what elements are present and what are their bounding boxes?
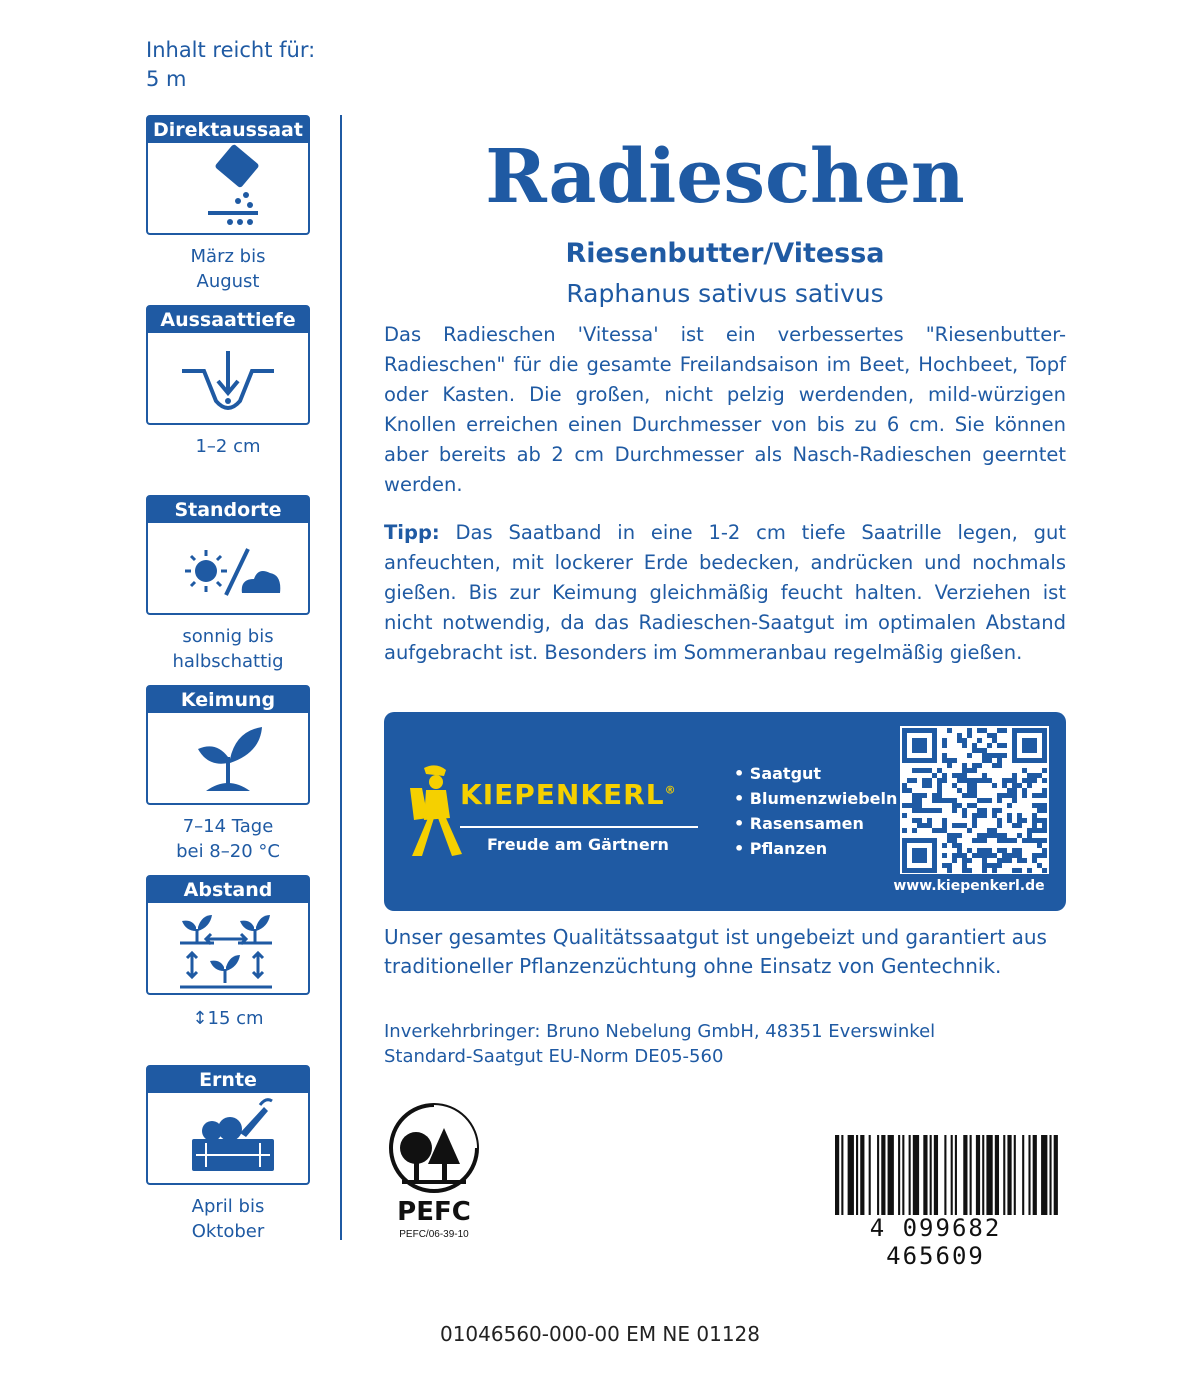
card-label: Direktaussaat [148, 117, 308, 143]
list-item: • Pflanzen [734, 836, 897, 861]
product-title: Radieschen [485, 134, 965, 220]
card-value-line: August [196, 271, 260, 292]
sowing-depth-icon [168, 333, 288, 423]
card-value-abstand [146, 1006, 310, 1031]
card-value-line: März bis [190, 246, 266, 267]
product-description: Das Radieschen 'Vitessa' ist ein verbessertes "Riesenbutter-Radieschen" für die gesamte Freilandsaison im Beet, Hochbeet, Topf oder Kasten. Die großen, nicht pelzig werdenden, mild-würzigen Knollen erreichen einen Durchmesser von bis zu 6 cm. Sie können aber bereits ab 2 cm Durchmesser als Nasch-Radieschen geerntet werden. [384, 323, 1066, 496]
card-value-direktaussaat [146, 244, 310, 294]
seedling-icon [168, 713, 288, 803]
brand-url[interactable]: www.kiepenkerl.de [893, 878, 1045, 894]
list-item: • Blumenzwiebeln [734, 786, 897, 811]
pefc-logo-text: PEFC [397, 1197, 471, 1226]
barcode [835, 1135, 1060, 1215]
article-number: 01046560-000-00 EM NE 01128 [439, 1322, 761, 1346]
card-value-standorte [146, 624, 310, 674]
card-value-line: halbschattig [172, 651, 284, 672]
card-standorte [146, 495, 310, 615]
content-info-value: 5 m [146, 67, 187, 91]
ean-number: 4 099682 465609 [869, 1214, 1002, 1270]
list-item: • Saatgut [734, 761, 897, 786]
brand-slogan: Freude am Gärtnern [487, 835, 669, 854]
harvest-crate-icon [168, 1093, 288, 1183]
card-abstand [146, 875, 310, 995]
card-ernte [146, 1065, 310, 1185]
tip-text: Das Saatband in eine 1-2 cm tiefe Saatrille legen, gut anfeuchten, mit lockerer Erde bedecken, andrücken und nochmals gießen. Bis zur Keimung gleichmäßig feucht halten. Verziehen ist nicht notwendig, da das Radieschen-Saatgut im optimalen Abstand aufgebracht ist. Besonders im Sommeranbau regelmäßig gießen. [384, 521, 1066, 664]
spacing-icon [158, 903, 298, 993]
card-label: Ernte [148, 1067, 308, 1093]
brand-divider [460, 826, 698, 828]
card-value-line: April bis [191, 1196, 265, 1217]
card-value-line: bei 8–20 °C [176, 841, 280, 862]
card-label: Aussaattiefe [148, 307, 308, 333]
pefc-logo [384, 1102, 484, 1226]
card-value-aussaattiefe [146, 434, 310, 459]
card-value-line: 7–14 Tage [182, 816, 274, 837]
card-value-line: Oktober [191, 1221, 265, 1242]
product-latin-name: Raphanus sativus sativus [566, 279, 884, 308]
column-divider [340, 115, 342, 1240]
sun-cloud-icon [168, 523, 288, 613]
sowing-icon [168, 143, 288, 233]
card-value-ernte [146, 1194, 310, 1244]
quality-statement: Unser gesamtes Qualitätssaatgut ist ungebeizt und garantiert aus traditioneller Pflanzenzüchtung ohne Einsatz von Gentechnik. [384, 925, 1047, 978]
content-info-label: Inhalt reicht für: [146, 38, 316, 62]
seed-standard-text: Standard-Saatgut EU-Norm DE05-560 [384, 1046, 724, 1067]
brand-name-text: KIEPENKERL [460, 778, 665, 811]
card-keimung [146, 685, 310, 805]
legal-info [384, 1019, 1084, 1069]
distributor-text: Inverkehrbringer: Bruno Nebelung GmbH, 48351 Everswinkel [384, 1021, 936, 1042]
card-aussaattiefe [146, 305, 310, 425]
brand-name [460, 778, 677, 811]
list-item: • Rasensamen [734, 811, 897, 836]
tip-label: Tipp: [384, 521, 440, 544]
card-value-line: ↕15 cm [192, 1008, 264, 1029]
content-info [146, 36, 315, 94]
card-value-keimung [146, 814, 310, 864]
card-label: Standorte [148, 497, 308, 523]
pefc-code: PEFC/06-39-10 [399, 1229, 469, 1240]
brand-product-list [734, 761, 897, 861]
tip-paragraph [384, 518, 1066, 668]
product-variety: Riesenbutter/Vitessa [565, 238, 885, 269]
qr-code[interactable] [900, 726, 1050, 874]
card-label: Keimung [148, 687, 308, 713]
card-value-line: 1–2 cm [195, 436, 261, 457]
card-label: Abstand [148, 877, 308, 903]
card-direktaussaat [146, 115, 310, 235]
registered-mark: ® [664, 783, 677, 797]
kiepenkerl-figure-logo [404, 762, 466, 858]
card-value-line: sonnig bis [182, 626, 274, 647]
